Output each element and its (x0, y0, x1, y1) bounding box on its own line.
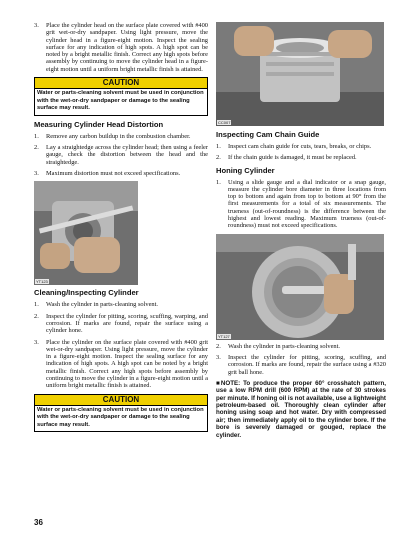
photo-code: YT127 (218, 333, 230, 339)
distortion-step-2: 2. Lay a straightedge across the cylinder head; then using a feeler gauge, check the distortion between the head and the straightedge. (34, 144, 208, 166)
honing-step-3: 3. Inspect the cylinder for pitting, scoring, scuffing, and corrosion. If marks are found, repair the surface using a #320 grit ball hone. (216, 353, 386, 376)
cylinder-sanding-photo-illustration (216, 22, 384, 126)
caution-box-1 (34, 77, 208, 116)
photo-code: YT123 (36, 279, 48, 285)
caution-text: Water or parts-cleaning solvent must be used in conjunction with the wet-or-dry sandpaper or damage to the sealing surface may result. (37, 406, 204, 428)
cleaning-step-3: 3. Place the cylinder on the surface plate covered with #400 grit wet-or-dry sandpaper. Using light pressure, move the cylinder in a figure-eight motion. Inspect the sealing surface for any indication of high spots. A high spot can be noted by a bright metallic finish. Correct any high spots before assembly by continuing to move the cylinder in a figure-eight motion until a uniform bright metallic finish is attained. (34, 338, 208, 390)
heading-honing-cylinder: Honing Cylinder (216, 165, 275, 175)
distortion-step-1: 1. Remove any carbon buildup in the combustion chamber. (34, 132, 191, 140)
honing-step-1: 1. Using a slide gauge and a dial indicator or a snap gauge, measure the cylinder bore diameter in three locations from top to bottom and again from top to bottom at 90° from the first measurements for a total of six measurements. The trueness (out-of-roundness) is the difference between the highest and lowest reading. Maximum trueness (out-of-roundness) must not exceed specifications. (216, 178, 386, 230)
cam-step-2: 2. If the chain guide is damaged, it must be replaced. (216, 154, 357, 162)
caution-title: CAUTION (35, 78, 207, 89)
photo-cylinder-head-straightedge (34, 181, 138, 285)
caution-box-2 (34, 394, 208, 433)
honing-note: ■NOTE: To produce the proper 60° crosshatch pattern, use a low RPM drill (600 RPM) at the rate of 30 strokes per minute. If honing oil is not available, use a lightweight petroleum-based oil. Thoroughly clean cylinder after honing using soap and hot water. Dry with compressed air; then immediately apply oil to the cylinder bore. If the bore is severely damaged or gouged, replace the cylinder. (216, 379, 386, 439)
honing-step-2: 2. Wash the cylinder in parts-cleaning solvent. (216, 342, 340, 350)
heading-measuring-distortion: Measuring Cylinder Head Distortion (34, 119, 164, 129)
cleaning-step-2: 2. Inspect the cylinder for pitting, scoring, scuffing, warping, and corrosion. If marks are found, repair the surface using a cylinder hone. (34, 312, 208, 335)
heading-cleaning-cylinder: Cleaning/Inspecting Cylinder (34, 288, 139, 298)
photo-code: CC007 (218, 120, 231, 125)
cleaning-step-1: 1. Wash the cylinder in parts-cleaning solvent. (34, 301, 158, 309)
cylinder-head-photo-illustration (34, 181, 138, 285)
cam-step-1: 1. Inspect cam chain guide for cuts, tears, breaks, or chips. (216, 143, 372, 150)
caution-title: CAUTION (35, 395, 207, 406)
right-column (216, 22, 386, 439)
photo-cylinder-on-surface-plate (216, 22, 384, 126)
distortion-step-3: 3. Maximum distortion must not exceed specifications. (34, 170, 181, 178)
photo-measuring-bore (216, 234, 384, 340)
caution-text: Water or parts-cleaning solvent must be used in conjunction with the wet-or-dry sandpaper or damage to the sealing surface may result. (37, 90, 204, 112)
left-column (34, 22, 208, 436)
heading-cam-chain-guide: Inspecting Cam Chain Guide (216, 130, 320, 139)
step-3-resurface-head: 3. Place the cylinder head on the surface plate covered with #400 grit wet-or-dry sandpaper. Using light pressure, move the cylinder head in a figure-eight motion. Inspect the sealing surface for any indication of high spots. A high spot can be noted by a bright metallic finish. Correct any high spots before assembly by continuing to move the cylinder head in a figure-eight motion until a uniform bright metallic finish is attained. (34, 22, 208, 73)
bore-measuring-photo-illustration (216, 234, 384, 340)
page-number: 36 (34, 518, 43, 527)
